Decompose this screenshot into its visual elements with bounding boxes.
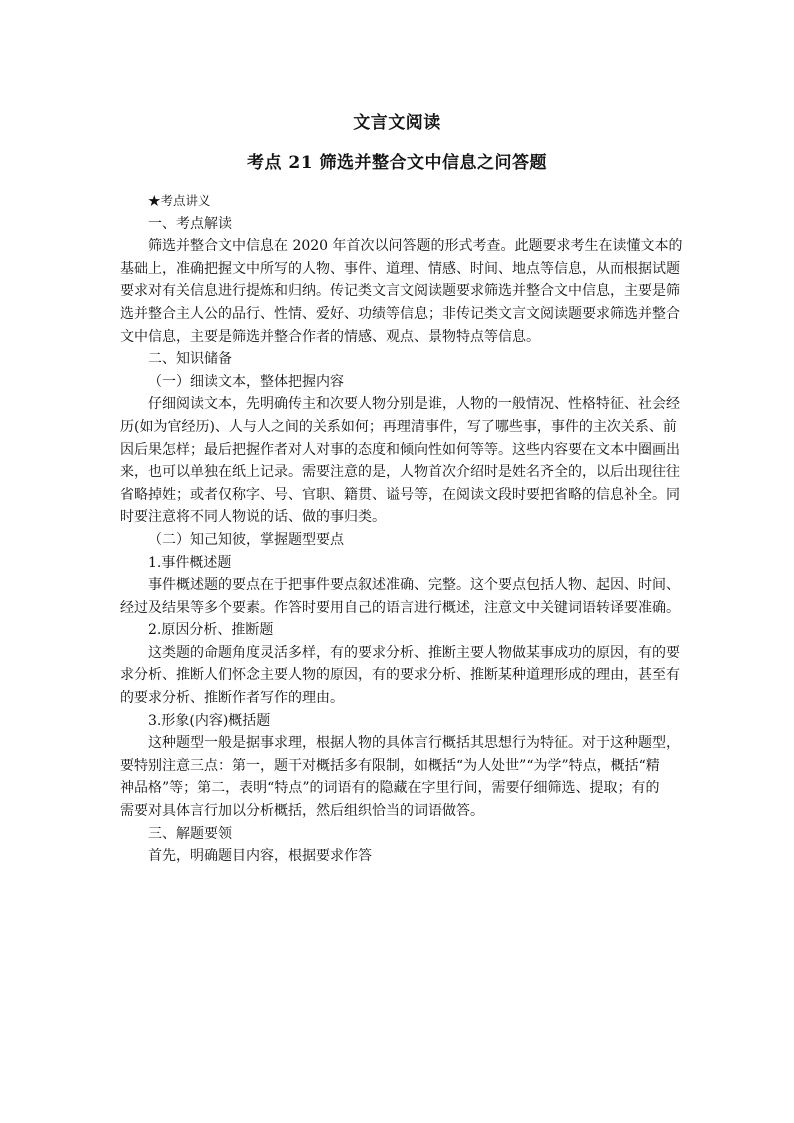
text-line: 选并整合主人公的品行、性情、爱好、功绩等信息；非传记类文言文阅读题要求筛选并整合 (120, 305, 680, 322)
text-line: 一、考点解读 (148, 215, 232, 232)
text-line: 的要求分析、推断作者写作的理由。 (120, 690, 344, 707)
text-line: 历(如为官经历)、人与人之间的关系如何；再理清事件，写了哪些事，事件的主次关系、前 (120, 418, 677, 435)
text-line: 求分析、推断人们怀念主要人物的原因，有的要求分析、推断某种道理形成的理由，甚至有 (120, 667, 680, 684)
text-line: 来，也可以单独在纸上记录。需要注意的是，人物首次介绍时是姓名齐全的，以后出现往往 (120, 464, 680, 481)
text-line: 基础上，准确把握文中所写的人物、事件、道理、情感、时间、地点等信息，从而根据试题 (120, 260, 680, 277)
document-body (120, 190, 683, 868)
text-line: 需要对具体言行加以分析概括，然后组织恰当的词语做答。 (120, 803, 484, 820)
text-line: 这种题型一般是据事求理，根据人物的具体言行概括其思想行为特征。对于这种题型， (148, 735, 680, 752)
text-line: 神品格”等；第二，表明“特点”的词语有的隐藏在字里行间，需要仔细筛选、提取；有的 (120, 780, 660, 797)
text-line: 筛选并整合文中信息在 2020 年首次以问答题的形式考查。此题要求考生在读懂文本的 (148, 238, 683, 255)
text-line: 3.形象(内容)概括题 (148, 712, 271, 729)
text-line: 首先，明确题目内容，根据要求作答 (148, 848, 372, 865)
page-title: 文言文阅读 (353, 113, 441, 133)
text-line: 要求对有关信息进行提炼和归纳。传记类文言文阅读题要求筛选并整合文中信息，主要是筛 (120, 283, 680, 300)
text-line: 2.原因分析、推断题 (148, 622, 274, 639)
text-line: 文中信息，主要是筛选并整合作者的情感、观点、景物特点等信息。 (120, 328, 540, 345)
text-line: 省略掉姓；或者仅称字、号、官职、籍贯、谥号等，在阅读文段时要把省略的信息补全。同 (120, 486, 680, 503)
text-line: 仔细阅读文本，先明确传主和次要人物分别是谁，人物的一般情况、性格特征、社会经 (148, 396, 680, 413)
text-line: 时要注意将不同人物说的话、做的事归类。 (120, 509, 386, 526)
text-line: 二、知识储备 (148, 351, 232, 368)
text-line: ★考点讲义 (148, 193, 211, 208)
text-line: 1.事件概述题 (148, 554, 232, 571)
text-line: （一）细读文本，整体把握内容 (148, 373, 344, 390)
text-line: 因后果怎样；最后把握作者对人对事的态度和倾向性如何等等。这些内容要在文本中圈画出 (120, 441, 680, 458)
text-line: 要特别注意三点：第一，题干对概括多有限制，如概括“为人处世”“为学”特点，概括“精 (120, 757, 660, 774)
text-line: 这类题的命题角度灵活多样，有的要求分析、推断主要人物做某事成功的原因，有的要 (148, 644, 680, 661)
text-line: 三、解题要领 (148, 825, 232, 842)
text-line: 经过及结果等多个要素。作答时要用自己的语言进行概述，注意文中关键词语转译要准确。 (120, 599, 680, 616)
page-subtitle: 考点 21 筛选并整合文中信息之问答题 (247, 153, 547, 173)
text-line: 事件概述题的要点在于把事件要点叙述准确、完整。这个要点包括人物、起因、时间、 (148, 577, 680, 594)
text-line: （二）知己知彼，掌握题型要点 (148, 531, 344, 548)
